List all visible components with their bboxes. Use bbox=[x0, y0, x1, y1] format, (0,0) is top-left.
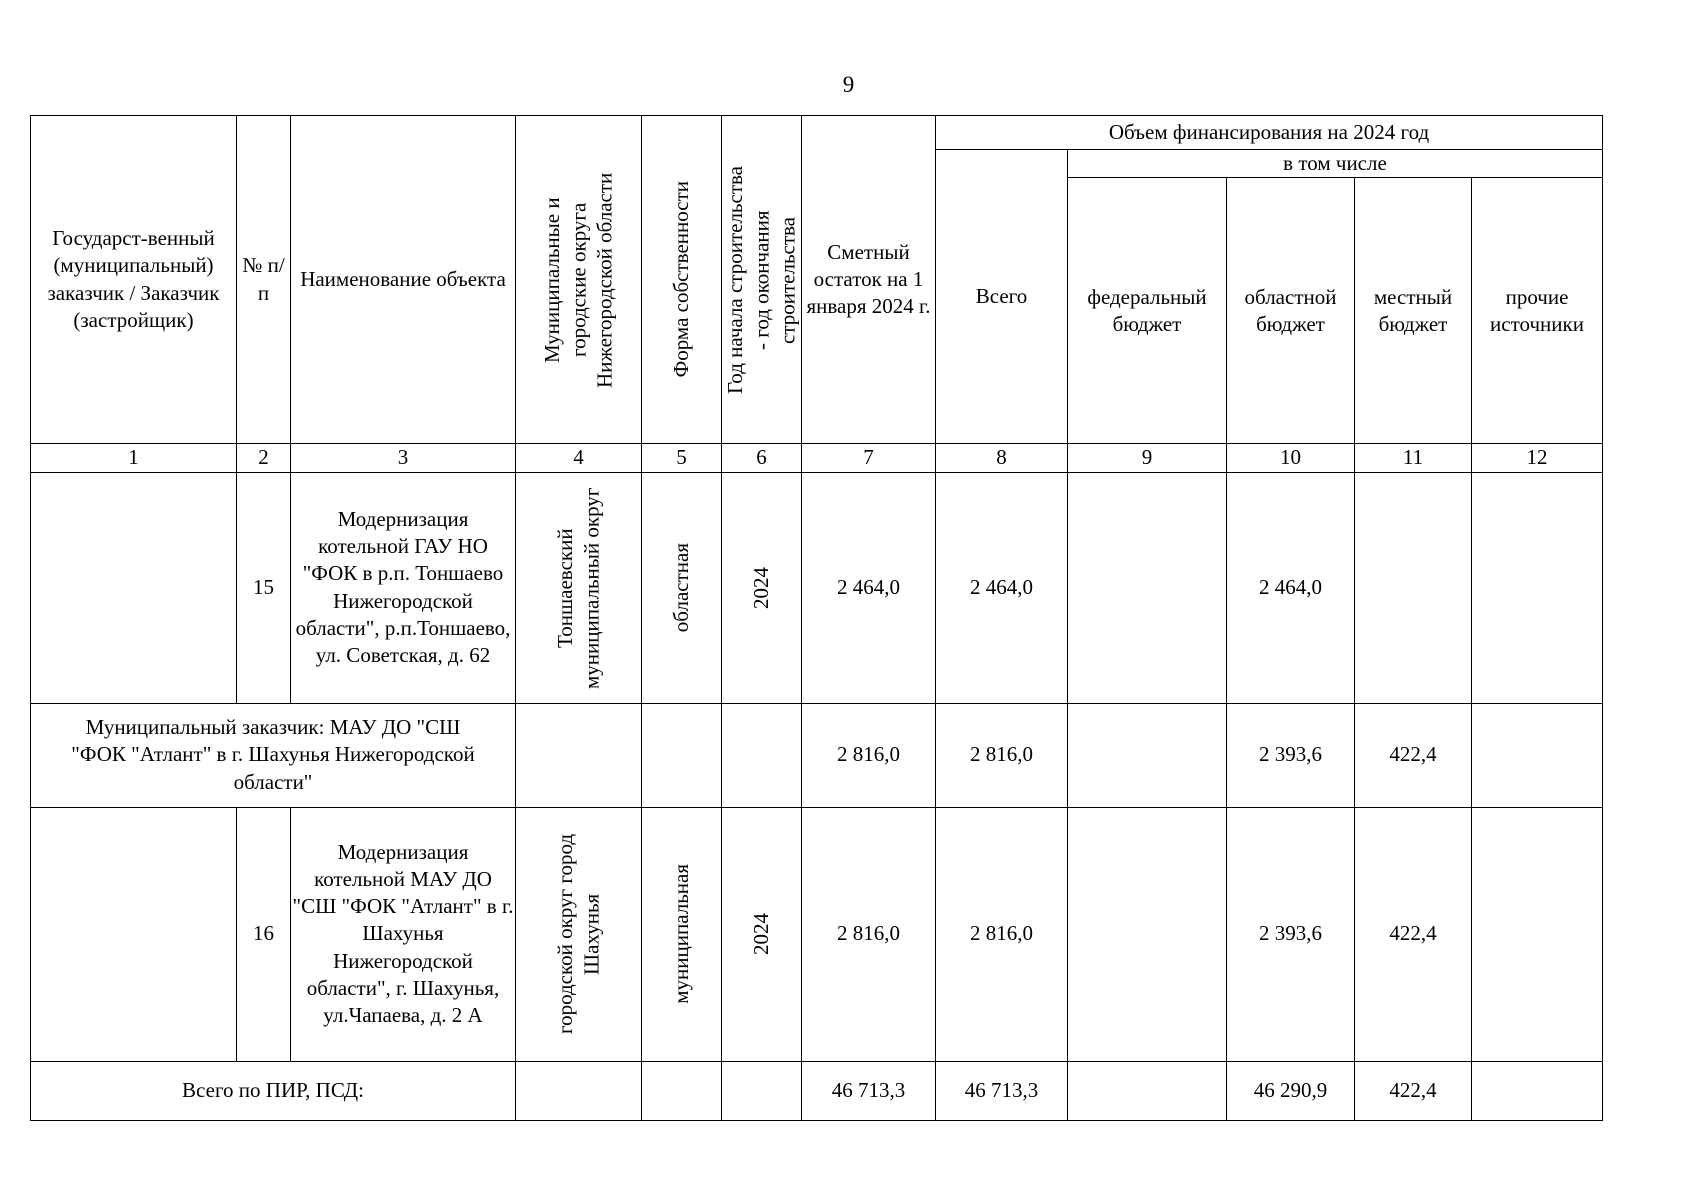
customer-row-local: 422,4 bbox=[1355, 703, 1472, 807]
total-row-label: Всего по ПИР, ПСД: bbox=[31, 1061, 516, 1120]
total-row-regional: 46 290,9 bbox=[1227, 1061, 1355, 1120]
header-municipality: Муниципальные и городские округа Нижегородской области bbox=[540, 172, 617, 388]
total-row bbox=[31, 1061, 1603, 1120]
row15-customer bbox=[31, 472, 237, 703]
row15-ownership: областная bbox=[669, 543, 694, 633]
row16-customer bbox=[31, 807, 237, 1061]
header-years-cell bbox=[722, 116, 802, 444]
row16-municipality-cell bbox=[516, 807, 642, 1061]
row15-other bbox=[1472, 472, 1603, 703]
row16-municipality: городской округ город Шахунья bbox=[553, 834, 604, 1035]
row15-year-cell bbox=[722, 472, 802, 703]
customer-row bbox=[31, 703, 1603, 807]
row16-total: 2 816,0 bbox=[936, 807, 1068, 1061]
row16-year: 2024 bbox=[749, 913, 774, 956]
row15-year: 2024 bbox=[749, 566, 774, 609]
customer-row-label: Муниципальный заказчик: МАУ ДО "СШ "ФОК "Атлант" в г. Шахунья Нижегородской области" bbox=[31, 703, 516, 807]
table-row bbox=[31, 807, 1603, 1061]
customer-row-municipality bbox=[516, 703, 642, 807]
row16-regional: 2 393,6 bbox=[1227, 807, 1355, 1061]
row16-balance: 2 816,0 bbox=[802, 807, 936, 1061]
customer-row-other bbox=[1472, 703, 1603, 807]
total-row-ownership bbox=[642, 1061, 722, 1120]
row16-other bbox=[1472, 807, 1603, 1061]
row15-balance: 2 464,0 bbox=[802, 472, 936, 703]
header-customer: Государст-венный (муниципальный) заказчик / Заказчик (застройщик) bbox=[31, 116, 237, 444]
header-other: прочие источники bbox=[1472, 178, 1603, 444]
row16-ownership-cell bbox=[642, 807, 722, 1061]
row15-local bbox=[1355, 472, 1472, 703]
row15-municipality: Тоншаевский муниципальный округ bbox=[553, 486, 604, 689]
column-number: 7 bbox=[802, 444, 936, 472]
column-number: 3 bbox=[291, 444, 516, 472]
column-number: 4 bbox=[516, 444, 642, 472]
row16-ownership: муниципальная bbox=[669, 864, 694, 1004]
header-regional: областной бюджет bbox=[1227, 178, 1355, 444]
row16-name: Модернизация котельной МАУ ДО "СШ "ФОК "Атлант" в г. Шахунья Нижегородской области", г. Шахунья, ул.Чапаева, д. 2 А bbox=[291, 807, 516, 1061]
customer-row-balance: 2 816,0 bbox=[802, 703, 936, 807]
row15-name: Модернизация котельной ГАУ НО "ФОК в р.п. Тоншаево Нижегородской области", р.п.Тоншаево, ул. Советская, д. 62 bbox=[291, 472, 516, 703]
row15-federal bbox=[1068, 472, 1227, 703]
column-number: 10 bbox=[1227, 444, 1355, 472]
header-federal: федеральный бюджет bbox=[1068, 178, 1227, 444]
total-row-local: 422,4 bbox=[1355, 1061, 1472, 1120]
row15-total: 2 464,0 bbox=[936, 472, 1068, 703]
column-number: 11 bbox=[1355, 444, 1472, 472]
total-row-total: 46 713,3 bbox=[936, 1061, 1068, 1120]
customer-row-regional: 2 393,6 bbox=[1227, 703, 1355, 807]
row16-year-cell bbox=[722, 807, 802, 1061]
customer-row-total: 2 816,0 bbox=[936, 703, 1068, 807]
header-name: Наименование объекта bbox=[291, 116, 516, 444]
column-number: 5 bbox=[642, 444, 722, 472]
table-row bbox=[31, 472, 1603, 703]
column-number: 8 bbox=[936, 444, 1068, 472]
column-number: 1 bbox=[31, 444, 237, 472]
column-number: 9 bbox=[1068, 444, 1227, 472]
header-balance: Сметный остаток на 1 января 2024 г. bbox=[802, 116, 936, 444]
row16-num: 16 bbox=[237, 807, 291, 1061]
row16-federal bbox=[1068, 807, 1227, 1061]
row15-regional: 2 464,0 bbox=[1227, 472, 1355, 703]
customer-row-ownership bbox=[642, 703, 722, 807]
header-years: Год начала строительства - год окончания строительства bbox=[723, 165, 800, 394]
customer-row-federal bbox=[1068, 703, 1227, 807]
header-ownership: Форма собственности bbox=[669, 181, 694, 378]
total-row-federal bbox=[1068, 1061, 1227, 1120]
header-total: Всего bbox=[936, 150, 1068, 444]
row16-local: 422,4 bbox=[1355, 807, 1472, 1061]
total-row-other bbox=[1472, 1061, 1603, 1120]
total-row-year bbox=[722, 1061, 802, 1120]
header-municipality-cell bbox=[516, 116, 642, 444]
header-local: местный бюджет bbox=[1355, 178, 1472, 444]
column-numbers-row bbox=[31, 444, 1603, 472]
header-ownership-cell bbox=[642, 116, 722, 444]
row15-municipality-cell bbox=[516, 472, 642, 703]
column-number: 12 bbox=[1472, 444, 1603, 472]
financing-table bbox=[30, 115, 1603, 1121]
row15-ownership-cell bbox=[642, 472, 722, 703]
customer-row-year bbox=[722, 703, 802, 807]
header-funding: Объем финансирования на 2024 год bbox=[936, 116, 1603, 150]
total-row-balance: 46 713,3 bbox=[802, 1061, 936, 1120]
column-number: 2 bbox=[237, 444, 291, 472]
page-number: 9 bbox=[842, 72, 855, 97]
column-number: 6 bbox=[722, 444, 802, 472]
header-num: № п/п bbox=[237, 116, 291, 444]
header-including: в том числе bbox=[1068, 150, 1603, 178]
row15-num: 15 bbox=[237, 472, 291, 703]
total-row-municipality bbox=[516, 1061, 642, 1120]
